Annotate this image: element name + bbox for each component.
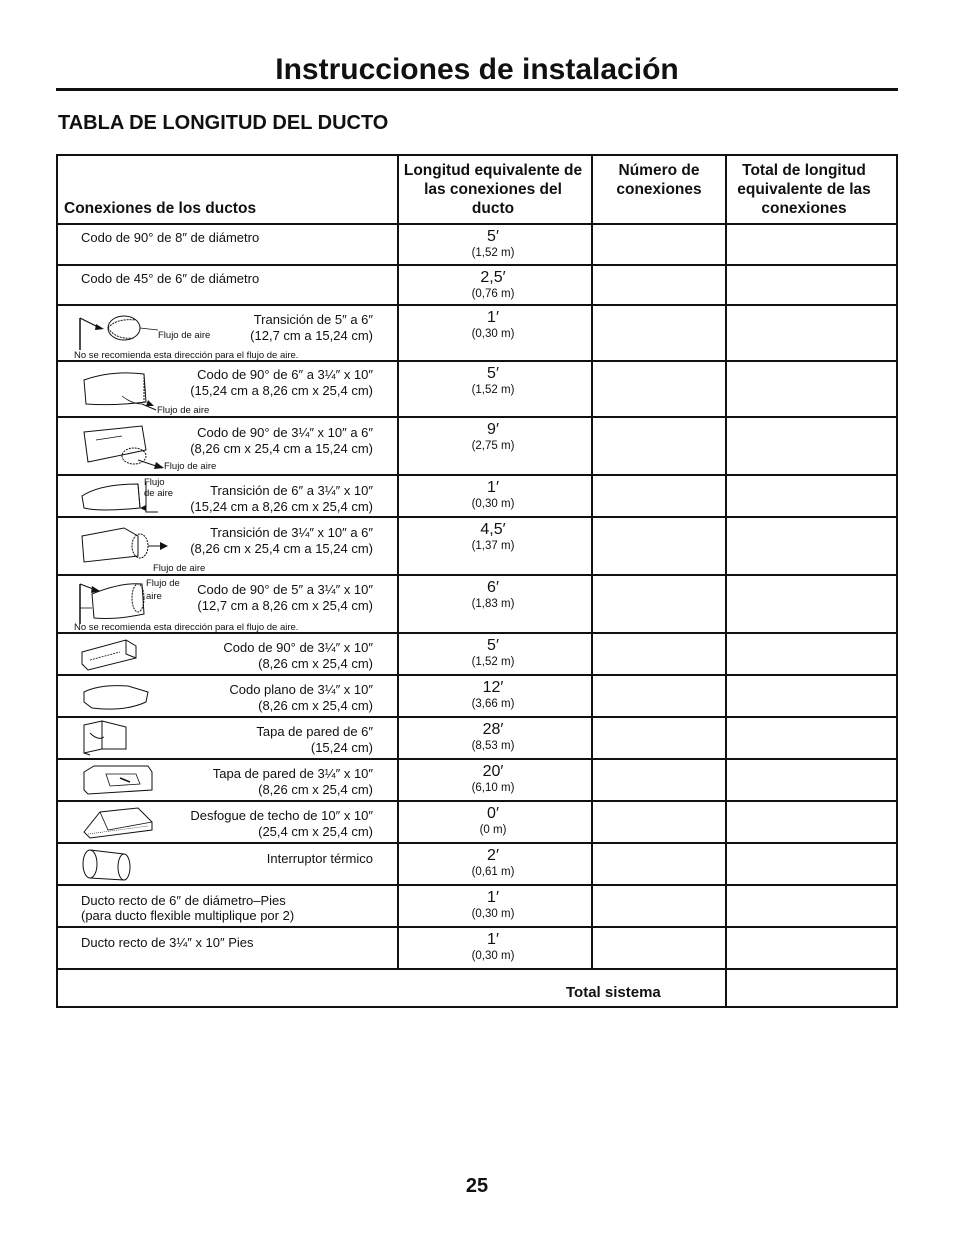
row-desc-metric: (15,24 cm a 8,26 cm x 25,4 cm) [190,499,373,514]
row-divider [58,716,896,718]
row-divider [58,474,896,476]
row-divider [58,758,896,760]
row-value [401,419,585,453]
value-feet: 0′ [487,805,499,822]
roof-vent-icon [80,804,156,840]
row-divider [58,884,896,886]
airflow-note: Flujo de aire [164,461,217,472]
row-desc: Interruptor térmico [266,851,373,866]
thermal-breaker-icon [80,846,136,884]
section-title: TABLA DE LONGITUD DEL DUCTO [58,112,389,134]
row-desc: Codo de 90° de 5″ a 3¼″ x 10″ [197,582,373,597]
value-meters: (0 m) [479,824,507,836]
row-value [401,677,585,711]
page-title: Instrucciones de instalación [275,53,679,86]
row-divider [58,304,896,306]
row-desc: Transición de 6″ a 3¼″ x 10″ [210,483,373,498]
row-desc-metric: (12,7 cm a 15,24 cm) [250,328,373,343]
row-desc-metric: (15,24 cm a 8,26 cm x 25,4 cm) [190,383,373,398]
row-divider [58,968,896,970]
value-meters: (0,76 m) [471,288,515,300]
header-equivalent-length: Longitud equivalente de las conexiones del ducto [403,162,583,217]
value-feet: 1′ [487,479,499,496]
airflow-note-line2: aire [146,591,162,602]
value-meters: (0,30 m) [471,908,515,920]
airflow-warning: No se recomienda esta dirección para el flujo de aire. [74,622,299,633]
column-divider [591,156,593,970]
value-meters: (1,83 m) [471,598,515,610]
row-value [401,635,585,669]
value-feet: 1′ [487,309,499,326]
row-desc: Ducto recto de 3¼″ x 10″ Pies [81,935,254,950]
row-value [401,929,585,963]
transition-rect-to-6-icon [80,522,170,566]
row-desc: Tapa de pared de 6″ [256,724,373,739]
value-feet: 2,5′ [480,269,506,286]
value-meters: (0,61 m) [471,866,515,878]
row-divider [58,674,896,676]
airflow-note-line1: Flujo de [146,578,180,589]
value-meters: (0,30 m) [471,950,515,962]
row-value [401,887,585,921]
value-feet: 28′ [482,721,504,738]
column-divider [725,156,727,1008]
row-value [401,477,585,511]
value-meters: (2,75 m) [471,440,515,452]
row-desc: Codo de 90° de 8″ de diámetro [81,230,260,245]
value-meters: (1,52 m) [471,656,515,668]
airflow-warning: No se recomienda esta dirección para el flujo de aire. [74,350,299,361]
value-feet: 4,5′ [480,521,506,538]
row-divider [58,516,896,518]
row-desc-metric: (15,24 cm) [310,740,373,755]
transition-5-to-6-icon [72,310,162,352]
value-feet: 5′ [487,637,499,654]
header-total: Total de longitud equivalente de las conexiones [737,162,871,217]
value-meters: (8,53 m) [471,740,515,752]
airflow-note: Flujo de aire [157,405,210,416]
value-feet: 5′ [487,228,499,245]
row-desc: Codo plano de 3¼″ x 10″ [229,682,373,697]
header-connections: Conexiones de los ductos [64,200,257,217]
row-desc-metric: (25,4 cm x 25,4 cm) [258,824,373,839]
value-feet: 12′ [482,679,504,696]
value-meters: (1,37 m) [471,540,515,552]
value-feet: 20′ [482,763,504,780]
row-value [401,845,585,879]
row-divider [58,800,896,802]
row-divider [58,264,896,266]
value-meters: (1,52 m) [471,384,515,396]
airflow-note-line1: Flujo [144,477,165,488]
row-value [401,761,585,795]
airflow-note-line2: de aire [144,488,174,499]
row-desc: Ducto recto de 6″ de diámetro–Pies [81,893,286,908]
row-desc: Tapa de pared de 3¼″ x 10″ [212,766,373,781]
value-meters: (1,52 m) [471,247,515,259]
row-divider [58,574,896,576]
row-desc-note: (para ducto flexible multiplique por 2) [81,908,295,923]
value-meters: (0,30 m) [471,328,515,340]
wall-cap-6-icon [80,719,132,757]
value-feet: 1′ [487,889,499,906]
row-value [401,719,585,753]
value-meters: (3,66 m) [471,698,515,710]
value-feet: 2′ [487,847,499,864]
column-divider [397,156,399,970]
page-number: 25 [465,1175,489,1197]
row-desc: Codo de 90° de 3¼″ x 10″ [223,640,373,655]
row-divider [58,416,896,418]
value-feet: 5′ [487,365,499,382]
title-rule [56,88,898,91]
row-desc-metric: (8,26 cm x 25,4 cm a 15,24 cm) [190,441,373,456]
value-feet: 1′ [487,931,499,948]
value-feet: 6′ [487,579,499,596]
value-meters: (6,10 m) [471,782,515,794]
row-desc: Transición de 5″ a 6″ [253,312,373,327]
elbow-rect-icon [80,636,140,672]
airflow-note: Flujo de aire [158,330,211,341]
value-meters: (0,30 m) [471,498,515,510]
row-value [401,226,585,260]
row-divider [58,223,896,225]
row-value [401,267,585,301]
row-desc: Codo de 45° de 6″ de diámetro [81,271,260,286]
row-desc: Codo de 90° de 3¼″ x 10″ a 6″ [197,425,373,440]
airflow-note: Flujo de aire [153,563,206,574]
total-system-label: Total sistema [566,984,661,1001]
row-value [401,519,585,553]
row-desc: Codo de 90° de 6″ a 3¼″ x 10″ [197,367,373,382]
row-desc-metric: (8,26 cm x 25,4 cm a 15,24 cm) [190,541,373,556]
duct-length-table [56,154,898,1008]
value-feet: 9′ [487,421,499,438]
row-value [401,577,585,611]
row-divider [58,842,896,844]
header-number: Número de conexiones [616,162,702,198]
row-value [401,307,585,341]
row-value [401,363,585,397]
row-desc-metric: (12,7 cm a 8,26 cm x 25,4 cm) [197,598,373,613]
row-desc-metric: (8,26 cm x 25,4 cm) [258,656,373,671]
row-value [401,803,585,837]
row-desc: Transición de 3¼″ x 10″ a 6″ [210,525,373,540]
row-desc-metric: (8,26 cm x 25,4 cm) [258,698,373,713]
row-desc-metric: (8,26 cm x 25,4 cm) [258,782,373,797]
row-divider [58,926,896,928]
flat-elbow-icon [80,680,152,714]
wall-cap-rect-icon [80,762,156,798]
row-desc: Desfogue de techo de 10″ x 10″ [190,808,373,823]
